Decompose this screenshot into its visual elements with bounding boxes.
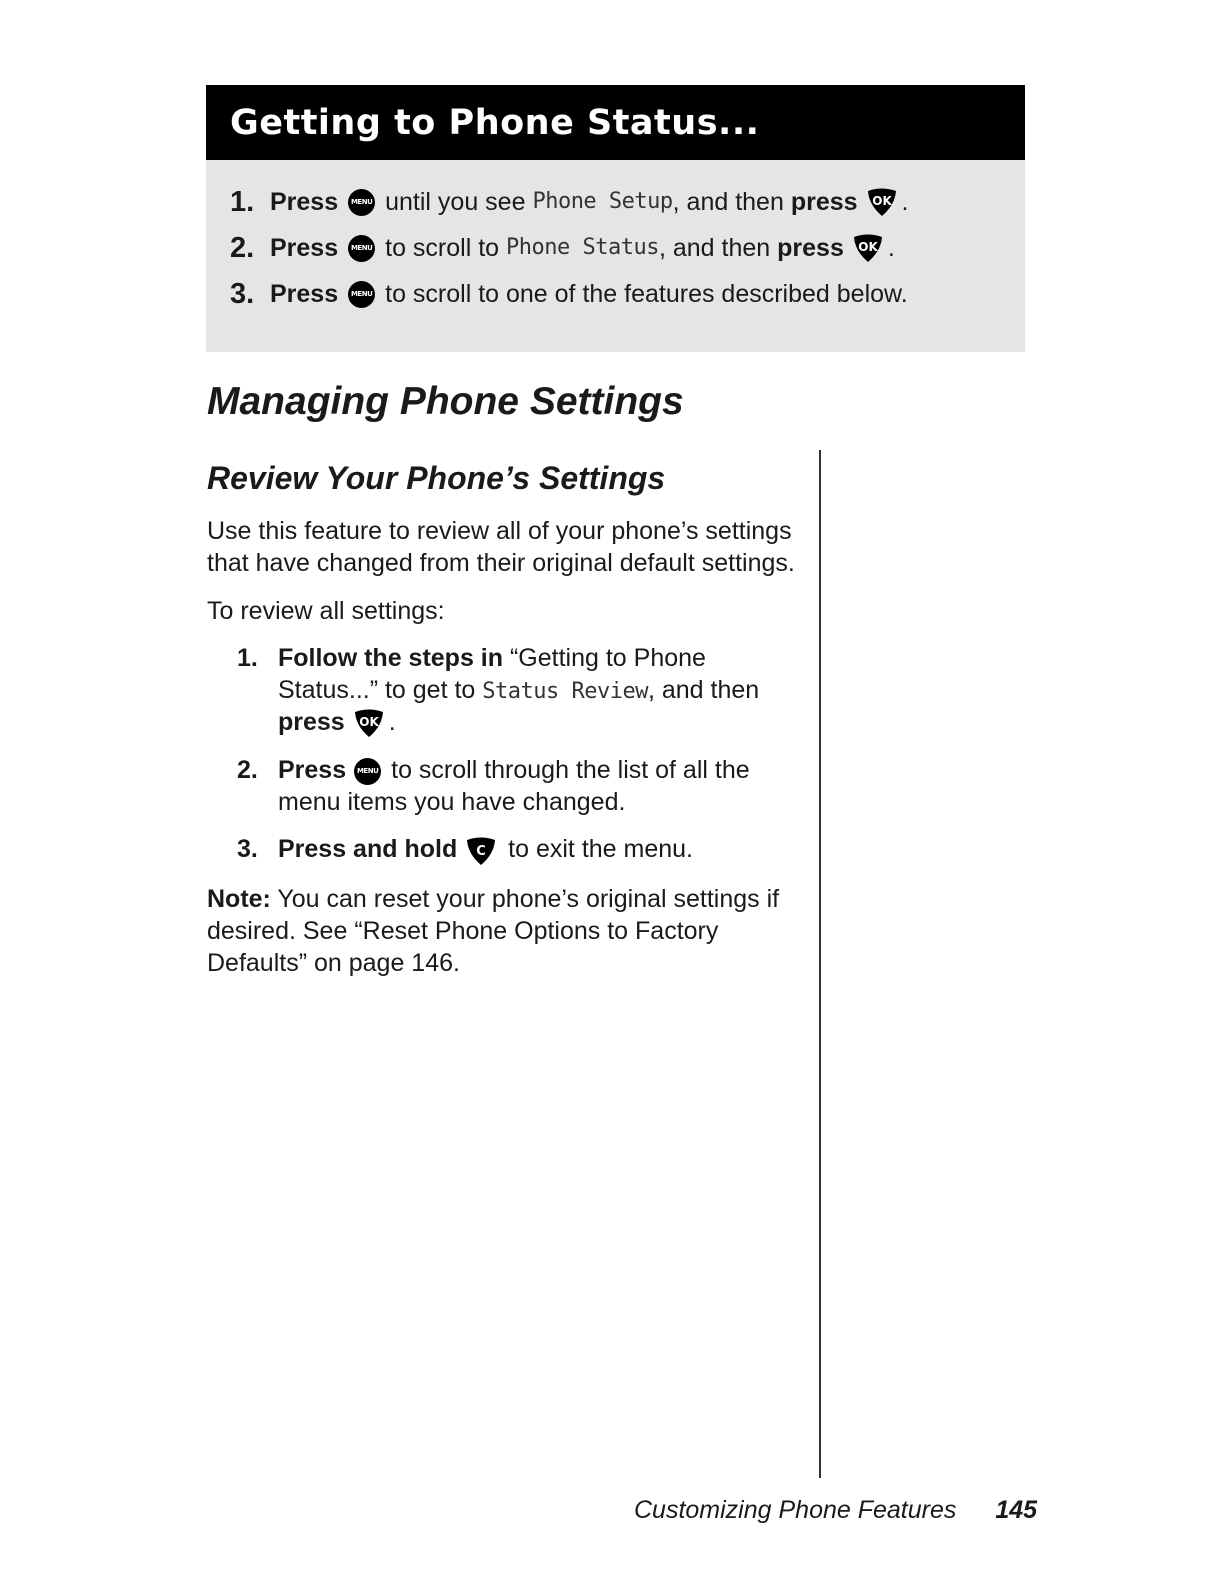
note-text: You can reset your phone’s original settings if desired. See “Reset Phone Options to Factory Defaults” on page 146. xyxy=(207,884,780,977)
list-item xyxy=(207,755,807,818)
ok-key-icon xyxy=(852,232,884,264)
footer-section-name: Customizing Phone Features xyxy=(634,1496,957,1524)
menu-key-icon: MENU xyxy=(348,235,375,262)
column-divider xyxy=(819,450,821,1478)
step-text: to exit the menu. xyxy=(508,835,693,864)
step-number: 1. xyxy=(237,644,258,672)
display-text: Phone Setup xyxy=(532,189,673,214)
ok-key-label: OK xyxy=(858,240,878,254)
step-text: , and then xyxy=(658,234,771,262)
step-number: 3. xyxy=(230,278,255,310)
review-steps-list xyxy=(207,643,807,867)
status-step xyxy=(230,225,1015,271)
note-label: Note: xyxy=(207,884,271,913)
step-bold-text: Follow the steps in xyxy=(278,644,504,672)
subsection-title: Review Your Phone’s Settings xyxy=(207,460,666,496)
menu-key-icon: MENU xyxy=(354,758,381,785)
clear-key-label: C xyxy=(476,843,486,859)
step-text: , and then xyxy=(647,675,760,704)
display-text: Phone Status xyxy=(506,235,659,260)
status-box-title: Getting to Phone Status... xyxy=(230,102,760,143)
note-paragraph xyxy=(207,883,807,979)
menu-key-icon: MENU xyxy=(348,189,375,216)
ok-key-icon xyxy=(353,707,385,739)
status-box-title-bar xyxy=(206,85,1025,160)
ok-key-label: OK xyxy=(358,715,379,730)
step-number: 2. xyxy=(230,232,255,264)
getting-to-phone-status-box xyxy=(206,85,1025,352)
step-press-label: press xyxy=(777,234,844,262)
step-bold-text: Press and hold xyxy=(278,835,458,864)
step-number: 3. xyxy=(237,835,258,864)
step-number: 1. xyxy=(230,186,255,218)
step-bold-text: Press xyxy=(278,756,347,785)
step-press-label: press xyxy=(790,188,858,216)
step-text: “Getting to Phone Status...” to get to xyxy=(278,644,706,704)
step-press-label: Press xyxy=(270,188,339,216)
list-item xyxy=(207,643,807,739)
step-text: until you see xyxy=(385,188,526,216)
status-steps xyxy=(230,179,1015,317)
menu-key-icon: MENU xyxy=(348,281,375,308)
step-end: . xyxy=(887,234,895,262)
step-end: . xyxy=(901,188,909,216)
ok-key-icon xyxy=(866,186,898,218)
step-text: to scroll to one of the features described below. xyxy=(385,280,908,308)
status-step xyxy=(230,271,1015,317)
step-number: 2. xyxy=(237,756,258,785)
step-press-label: press xyxy=(278,708,345,736)
lead-paragraph: To review all settings: xyxy=(207,597,445,625)
step-text: , and then xyxy=(672,188,784,216)
status-step xyxy=(230,179,1015,225)
list-item xyxy=(207,834,807,866)
step-text: to scroll through the list of all the menu items you have changed. xyxy=(278,756,750,816)
intro-paragraph: Use this feature to review all of your phone’s settings that have changed from their original default settings. xyxy=(207,517,795,577)
step-end: . xyxy=(388,708,396,736)
ok-key-label: OK xyxy=(871,194,892,208)
step-press-label: Press xyxy=(270,234,339,262)
body-column xyxy=(207,515,807,995)
section-title: Managing Phone Settings xyxy=(207,380,684,423)
display-text: Status Review xyxy=(482,678,648,704)
clear-key-icon xyxy=(465,835,497,867)
page-number: 145 xyxy=(995,1496,1038,1524)
page-footer xyxy=(634,1496,1037,1525)
step-press-label: Press xyxy=(270,280,339,308)
step-text: to scroll to xyxy=(385,234,500,262)
